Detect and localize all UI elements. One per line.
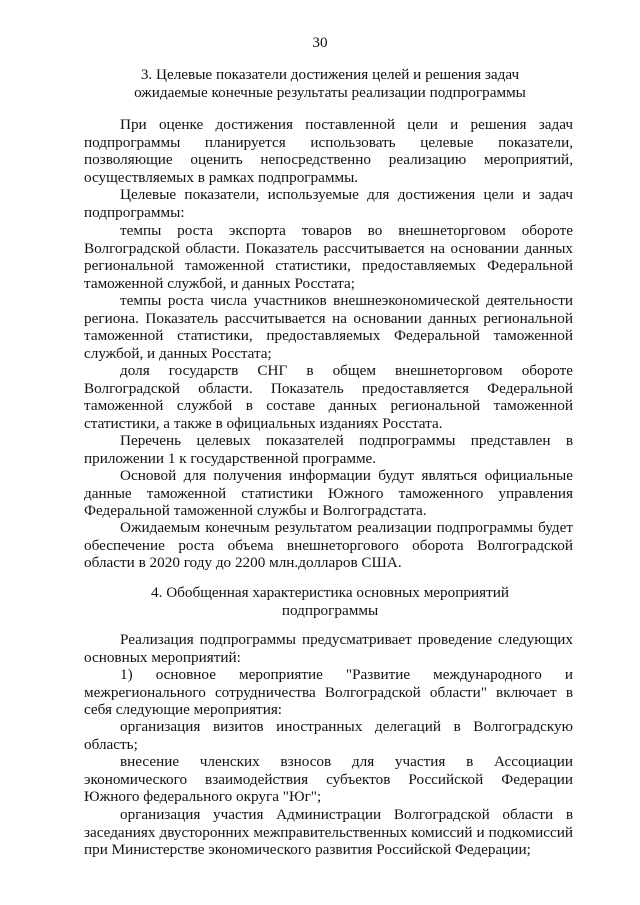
page-number: 30 <box>312 34 328 51</box>
paragraph: Реализация подпрограммы предусматривает проведение следующих основных мероприятий: <box>84 631 573 666</box>
paragraph: Основой для получения информации будут являться официальные данные таможенной статистики Южного таможенного управления Федеральной таможенной службы и Волгоградстата. <box>84 467 573 520</box>
paragraph: 1) основное мероприятие "Развитие международного и межрегионального сотрудничества Волгоградской области" включает в себя следующие мероприятия: <box>84 666 573 719</box>
paragraph: организация участия Администрации Волгоградской области в заседаниях двусторонних межправительственных комиссий и подкомиссий при Министерстве экономического развития Российской Федерации; <box>84 806 573 859</box>
section-3-title-line-2: ожидаемые конечные результаты реализации подпрограммы <box>134 83 526 101</box>
paragraph: внесение членских взносов для участия в Ассоциации экономического взаимодействия субъектов Российской Федерации Южного федерального округа "Юг"; <box>84 753 573 806</box>
paragraph: доля государств СНГ в общем внешнеторговом обороте Волгоградской области. Показатель предоставляется Федеральной таможенной службой в составе данных региональной таможенной статистики, а также в официальных изданиях Росстата. <box>84 362 573 432</box>
paragraph: темпы роста числа участников внешнеэкономической деятельности региона. Показатель рассчитывается на основании данных региональной таможенной статистики, предоставляемых Федеральной таможенной службой, и данных Росстата; <box>84 292 573 362</box>
paragraph: Целевые показатели, используемые для достижения цели и задач подпрограммы: <box>84 186 573 221</box>
paragraph: темпы роста экспорта товаров во внешнеторговом обороте Волгоградской области. Показатель рассчитывается на основании данных региональной таможенной статистики, предоставляемых Федеральной таможенной службой, и данных Росстата; <box>84 222 573 292</box>
section-4-title-line-2: подпрограммы <box>281 601 379 619</box>
section-4-title-line-1: 4. Обобщенная характеристика основных мероприятий <box>151 584 509 601</box>
paragraph: При оценке достижения поставленной цели и решения задач подпрограммы планируется использовать целевые показатели, позволяющие оценить непосредственно реализацию мероприятий, осуществляемых в рамках подпрограммы. <box>84 116 573 186</box>
section-3-heading <box>80 66 580 101</box>
paragraph: Перечень целевых показателей подпрограммы представлен в приложении 1 к государственной программе. <box>84 432 573 467</box>
section-4-heading <box>80 584 580 619</box>
section-3-title-line-1: 3. Целевые показатели достижения целей и решения задач <box>140 66 520 83</box>
paragraph: Ожидаемым конечным результатом реализации подпрограммы будет обеспечение роста объема внешнеторгового оборота Волгоградской области в 2020 году до 2200 млн.долларов США. <box>84 519 573 572</box>
paragraph: организация визитов иностранных делегаций в Волгоградскую область; <box>84 718 573 753</box>
